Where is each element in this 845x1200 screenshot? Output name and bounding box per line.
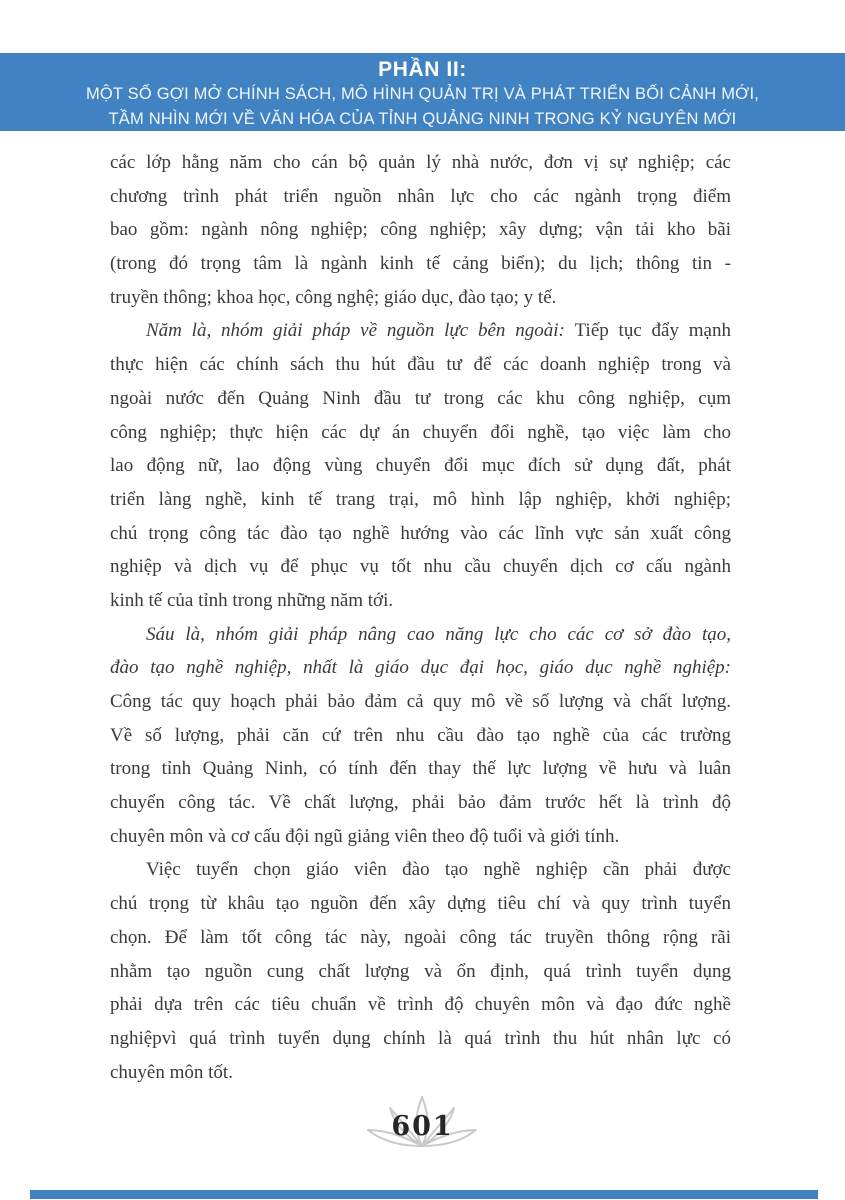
body-text-line: lao động nữ, lao động vùng chuyển đổi mục đích sử dụng đất, phát <box>110 455 731 477</box>
body-text-line: nghiệpvì quá trình tuyển dụng chính là quá trình thu hút nhân lực có <box>110 1027 731 1049</box>
body-text-line: chú trọng từ khâu tạo nguồn đến xây dựng tiêu chí và quy trình tuyển <box>110 893 731 915</box>
body-text-line: thực hiện các chính sách thu hút đầu tư để các doanh nghiệp trong và <box>110 354 731 376</box>
body-text-line: triển làng nghề, kinh tế trang trại, mô hình lập nghiệp, khởi nghiệp; <box>110 488 731 510</box>
body-text-line: Công tác quy hoạch phải bảo đảm cả quy mô về số lượng và chất lượng. <box>110 691 731 712</box>
body-text-line: Năm là, nhóm giải pháp về nguồn lực bên ngoài: Tiếp tục đẩy mạnh <box>146 320 731 342</box>
chapter-banner <box>0 53 845 131</box>
body-text-line: Sáu là, nhóm giải pháp nâng cao năng lực cho các cơ sở đào tạo, <box>146 623 731 645</box>
body-text <box>110 146 731 1089</box>
body-text-line: trong tỉnh Quảng Ninh, có tính đến thay thế lực lượng về hưu và luân <box>110 758 731 780</box>
body-text-line: Việc tuyển chọn giáo viên đào tạo nghề nghiệp cần phải được <box>146 859 731 881</box>
body-text-line: chuyển công tác. Về chất lượng, phải bảo đảm trước hết là trình độ <box>110 792 731 814</box>
banner-part-title: PHẦN II: <box>378 58 467 81</box>
banner-subtitle-line2: TẦM NHÌN MỚI VỀ VĂN HÓA CỦA TỈNH QUẢNG NINH TRONG KỶ NGUYÊN MỚI <box>108 109 737 128</box>
body-text-line: Về số lượng, phải căn cứ trên nhu cầu đào tạo nghề của các trường <box>110 724 731 746</box>
body-text-line: bao gồm: ngành nông nghiệp; công nghiệp; xây dựng; vận tải kho bãi <box>110 219 731 241</box>
body-text-line: các lớp hằng năm cho cán bộ quản lý nhà nước, đơn vị sự nghiệp; các <box>110 152 731 173</box>
body-text-line: chuyên môn tốt. <box>110 1061 233 1083</box>
body-text-line: ngoài nước đến Quảng Ninh đầu tư trong các khu công nghiệp, cụm <box>110 387 731 409</box>
body-text-line: chọn. Để làm tốt công tác này, ngoài công tác truyền thông rộng rãi <box>110 926 731 948</box>
body-text-line: đào tạo nghề nghiệp, nhất là giáo dục đại học, giáo dục nghề nghiệp: <box>110 657 731 679</box>
body-text-line: công nghiệp; thực hiện các dự án chuyển đổi nghề, tạo việc làm cho <box>110 421 731 443</box>
body-text-line: nhằm tạo nguồn cung chất lượng và ổn định, quá trình tuyển dụng <box>110 960 731 982</box>
body-text-line: kinh tế của tỉnh trong những năm tới. <box>110 589 394 611</box>
body-text-line: chú trọng công tác đào tạo nghề hướng vào các lĩnh vực sản xuất công <box>110 522 731 544</box>
footer-bar <box>30 1190 818 1199</box>
body-text-line: truyền thông; khoa học, công nghệ; giáo dục, đào tạo; y tế. <box>110 286 557 308</box>
body-text-line: chuyên môn và cơ cấu đội ngũ giảng viên theo độ tuổi và giới tính. <box>110 825 620 847</box>
body-text-line: phải dựa trên các tiêu chuẩn về trình độ chuyên môn và đạo đức nghề <box>110 994 731 1016</box>
page-number: 601 <box>391 1111 454 1142</box>
banner-subtitle-line1: MỘT SỐ GỢI MỞ CHÍNH SÁCH, MÔ HÌNH QUẢN TRỊ VÀ PHÁT TRIỂN BỐI CẢNH MỚI, <box>85 85 760 103</box>
body-text-line: nghiệp và dịch vụ để phục vụ tốt nhu cầu chuyển dịch cơ cấu ngành <box>110 556 731 578</box>
body-text-line: (trong đó trọng tâm là ngành kinh tế cảng biển); du lịch; thông tin - <box>110 253 731 275</box>
page-footer <box>0 1094 845 1164</box>
body-text-line: chương trình phát triển nguồn nhân lực cho các ngành trọng điểm <box>110 185 731 207</box>
